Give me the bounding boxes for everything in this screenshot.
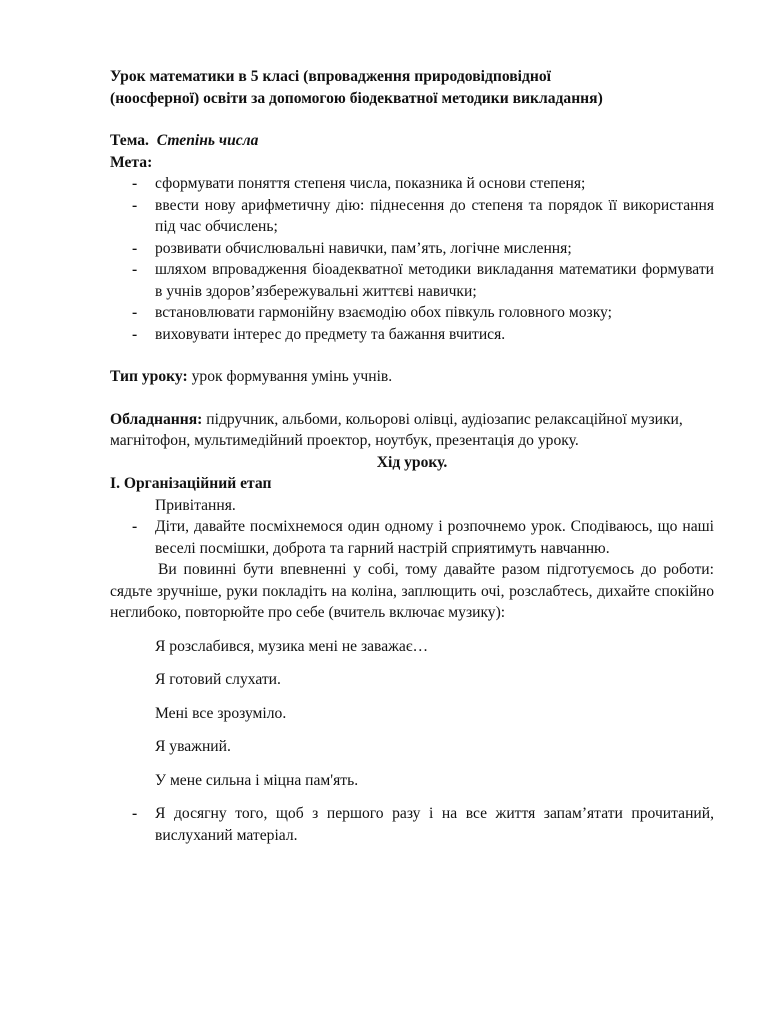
bullet-dash: - <box>132 325 138 343</box>
goal-label: Мета: <box>110 153 153 171</box>
final-list <box>110 803 714 846</box>
goal-item: - ввести нову арифметичну дію: піднесення до степеня та порядок її використання під час обчислень; <box>132 196 714 235</box>
relax-line: Я готовий слухати. <box>155 671 281 688</box>
bullet-dash: - <box>132 239 138 257</box>
goal-item: - шляхом впровадження біоадекватної методики викладання математики формувати в учнів здоров’язбережувальні життєві навички; <box>132 261 714 300</box>
equipment-line <box>110 409 714 452</box>
topic-value: Степінь числа <box>156 132 259 149</box>
topic-line <box>110 130 714 152</box>
greeting: Привітання. <box>155 496 236 514</box>
goals-list <box>110 173 714 345</box>
lesson-type-value: урок формування умінь учнів. <box>191 368 393 385</box>
stage1-list <box>110 516 714 559</box>
topic-label: Тема. <box>110 132 149 149</box>
bullet-dash: - <box>132 518 138 535</box>
document-page <box>110 66 714 846</box>
final-item: - Я досягну того, щоб з першого разу і на все життя запам’ятати прочитаний, вислуханий матеріал. <box>132 805 714 844</box>
relax-line: Мені все зрозуміло. <box>155 704 287 722</box>
equipment-label: Обладнання: <box>110 410 203 428</box>
stage1-paragraph: Ви повинні бути впевненні у собі, тому давайте разом підготуємось до роботи: сядьте зручніше, руки покладіть на коліна, заплющить очі, розслабтесь, дихайте спокійно неглибоко, повторюйте про себе (вчитель включає музику): <box>110 561 714 621</box>
lesson-type-label: Тип уроку: <box>110 368 188 385</box>
stage1-item: - Діти, давайте посміхнемося один одному і розпочнемо урок. Сподіваюсь, що наші веселі посмішки, доброта та гарний настрій сприятимуть навчанню. <box>132 518 714 557</box>
bullet-dash: - <box>132 304 138 321</box>
stage1-heading: І. Організаційний етап <box>110 475 272 492</box>
document-title <box>110 66 714 109</box>
relax-line: Я розслабився, музика мені не заважає… <box>155 637 429 655</box>
bullet-dash: - <box>132 196 138 214</box>
relaxation-lines <box>110 636 714 792</box>
bullet-dash: - <box>132 261 138 278</box>
title-line-2: (ноосферної) освіти за допомогою біодекватної методики викладання) <box>110 89 603 107</box>
equipment-value: підручник, альбоми, кольорові олівці, аудіозапис релаксаційної музики, магнітофон, мультимедійний проектор, ноутбук, презентація до уроку. <box>110 410 683 449</box>
bullet-dash: - <box>132 805 138 822</box>
course-heading: Хід уроку. <box>376 453 448 471</box>
relax-line: У мене сильна і міцна пам'ять. <box>155 771 359 789</box>
goal-item: - виховувати інтерес до предмету та бажання вчитися. <box>110 324 714 346</box>
goal-item: - розвивати обчислювальні навички, пам’ять, логічне мислення; <box>110 238 714 260</box>
bullet-dash: - <box>132 175 138 192</box>
title-line-1: Урок математики в 5 класі (впровадження природовідповідної <box>110 68 551 85</box>
goal-item: - встановлювати гармонійну взаємодію обох півкуль головного мозку; <box>110 302 714 324</box>
lesson-type-line <box>110 366 714 388</box>
goal-item: - сформувати поняття степеня числа, показника й основи степеня; <box>110 173 714 195</box>
relax-line: Я уважний. <box>155 738 231 755</box>
